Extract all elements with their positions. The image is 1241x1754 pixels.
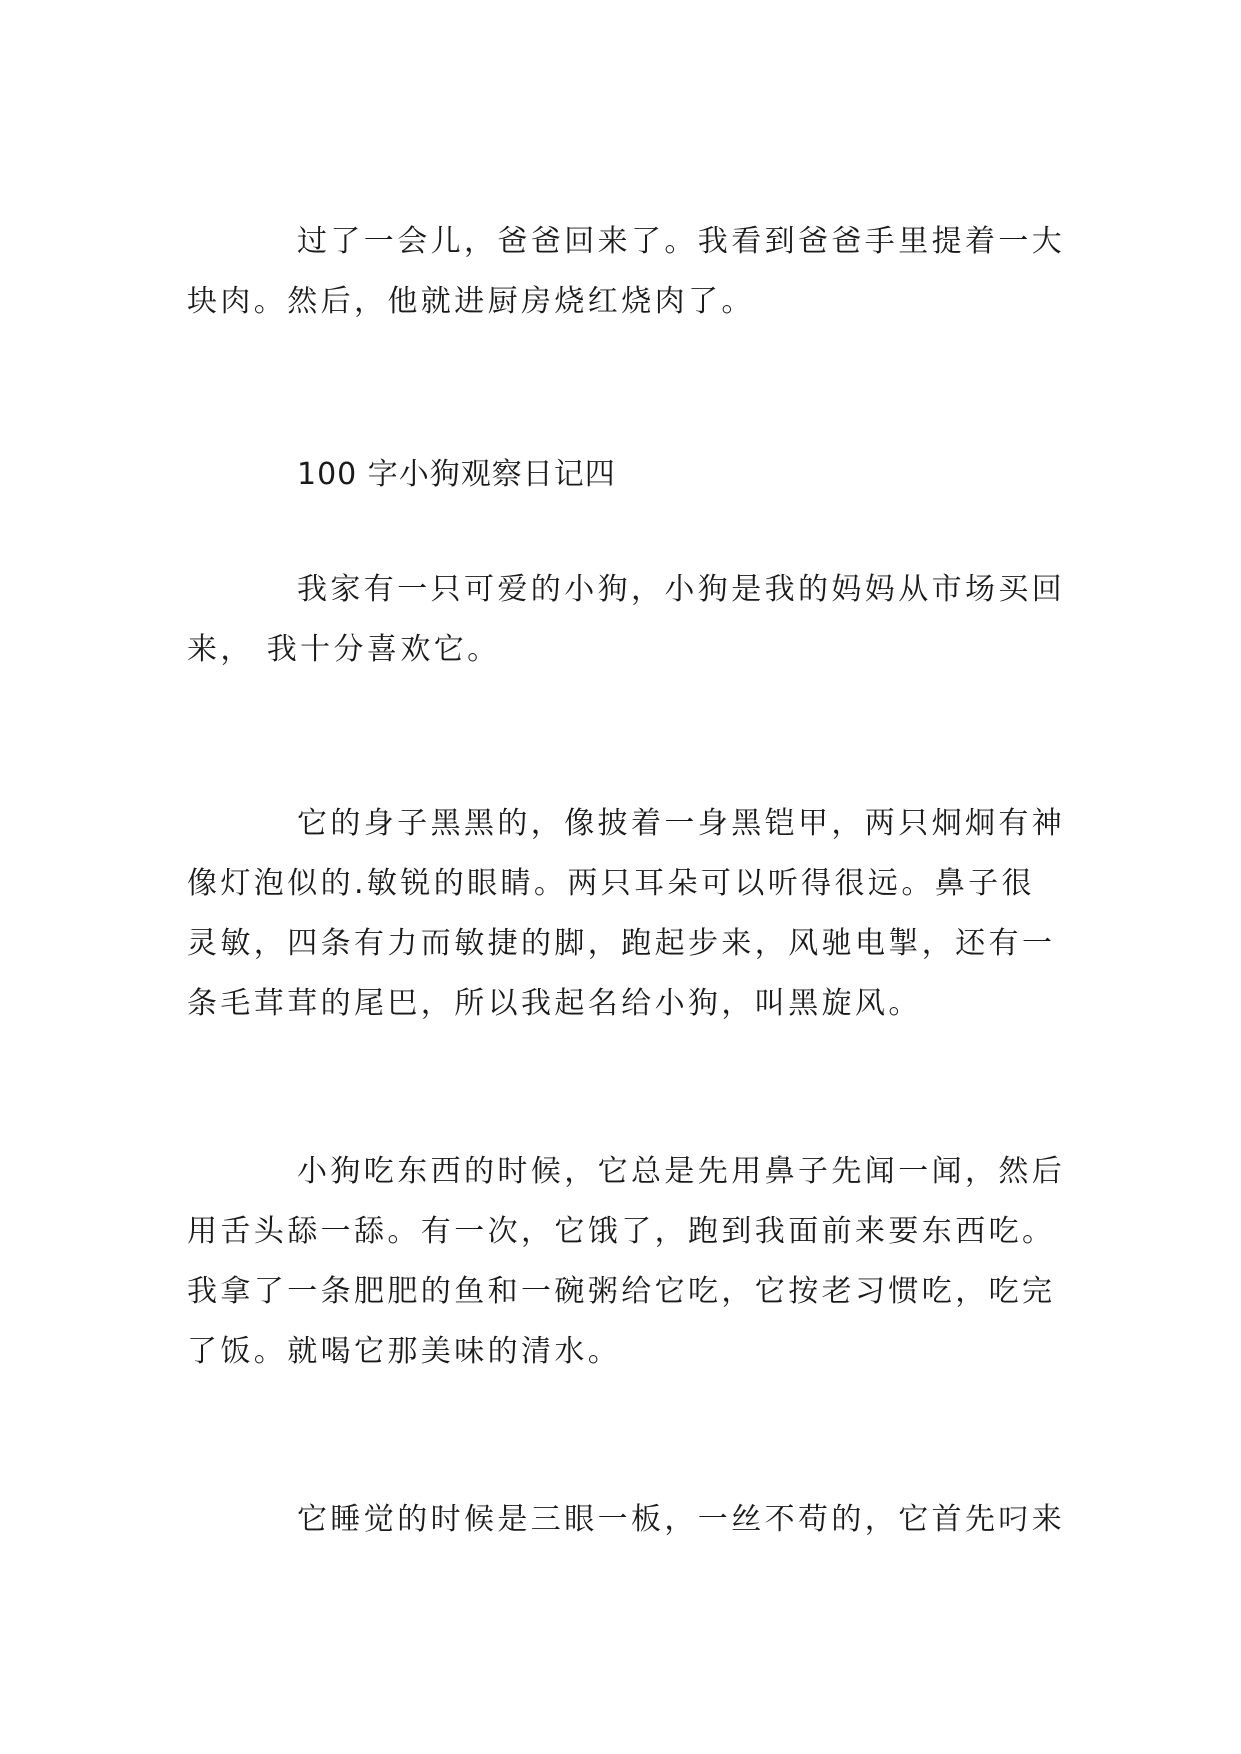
paragraph-4-line-2: 用舌头舔一舔。有一次，它饿了，跑到我面前来要东西吃。 (187, 1214, 1056, 1249)
paragraph-4-line-4: 了饭。就喝它那美味的清水。 (187, 1334, 622, 1369)
paragraph-3-line-2: 像灯泡似的.敏锐的眼睛。两只耳朵可以听得很远。鼻子很 (187, 866, 1035, 901)
paragraph-3-line-1: 它的身子黑黑的，像披着一身黑铠甲，两只炯炯有神 (297, 806, 1066, 841)
paragraph-5-line-1: 它睡觉的时候是三眼一板，一丝不苟的，它首先叼来 (297, 1502, 1066, 1537)
paragraph-2-line-2: 来， 我十分喜欢它。 (187, 632, 501, 667)
paragraph-1-line-1: 过了一会儿，爸爸回来了。我看到爸爸手里提着一大 (297, 224, 1066, 259)
paragraph-3-line-3: 灵敏，四条有力而敏捷的脚，跑起步来，风驰电掣，还有一 (187, 926, 1056, 961)
paragraph-4-line-1: 小狗吃东西的时候，它总是先用鼻子先闻一闻，然后 (297, 1154, 1066, 1189)
paragraph-1-line-2: 块肉。然后，他就进厨房烧红烧肉了。 (187, 284, 755, 319)
section-heading: 100 字小狗观察日记四 (297, 457, 616, 492)
paragraph-4-line-3: 我拿了一条肥肥的鱼和一碗粥给它吃，它按老习惯吃，吃完 (187, 1274, 1056, 1309)
paragraph-2-line-1: 我家有一只可爱的小狗，小狗是我的妈妈从市场买回 (297, 572, 1066, 607)
paragraph-3-line-4: 条毛茸茸的尾巴，所以我起名给小狗，叫黑旋风。 (187, 986, 922, 1021)
